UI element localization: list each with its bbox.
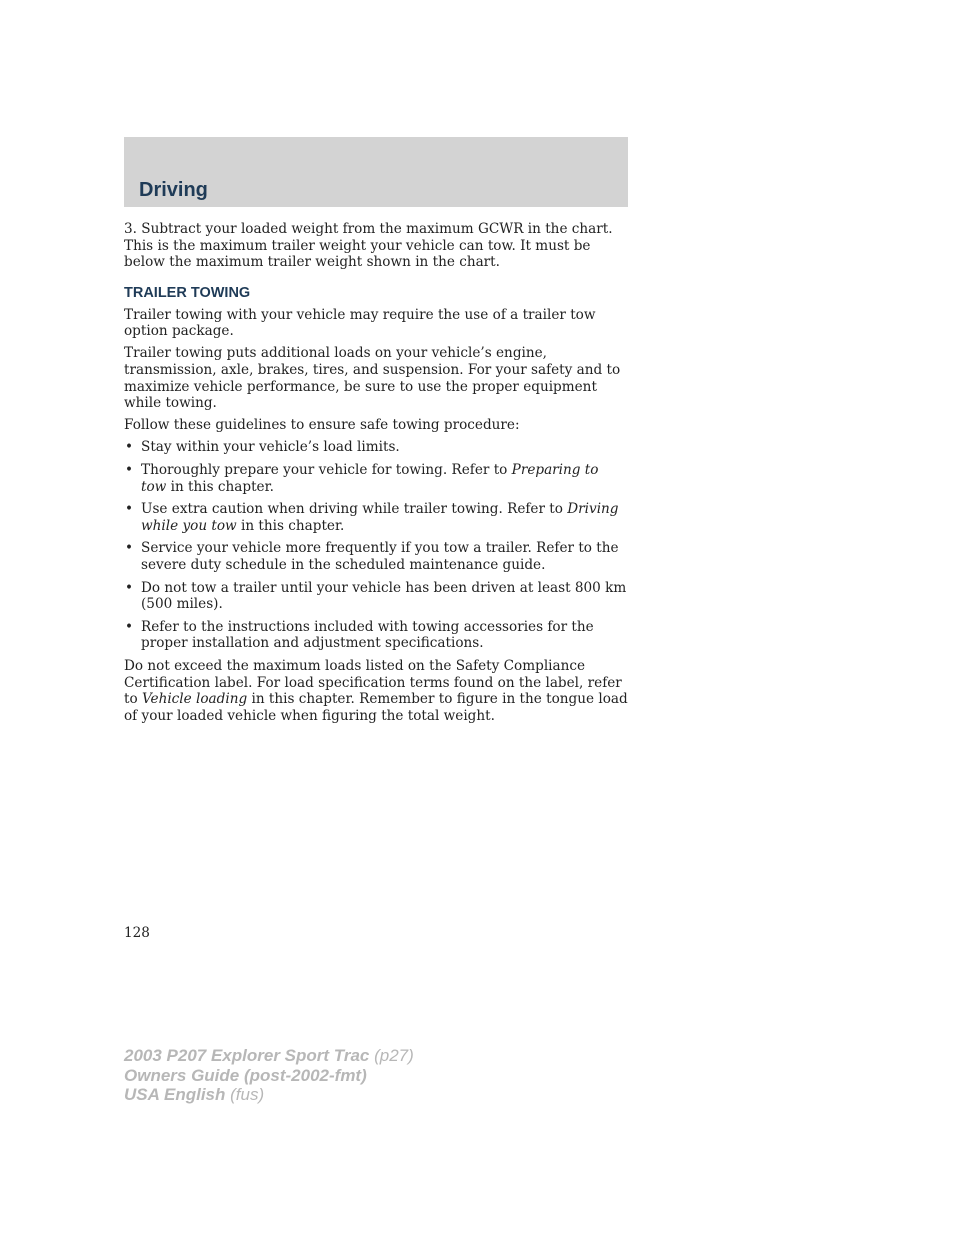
footer-line: [124, 1085, 414, 1105]
bullet-icon: •: [125, 462, 134, 479]
footer-line: [124, 1066, 414, 1086]
list-item-text: Use extra caution when driving while trailer towing. Refer to: [141, 501, 568, 518]
list-item: [124, 580, 628, 613]
paragraph-guidelines-intro: Follow these guidelines to ensure safe towing procedure:: [124, 417, 520, 434]
footer-language: USA English: [124, 1085, 226, 1104]
cross-reference: Vehicle loading: [141, 691, 248, 708]
guidelines-list: [124, 439, 628, 652]
list-item: [124, 619, 628, 652]
paragraph-additional-loads: Trailer towing puts additional loads on your vehicle’s engine, transmission, axle, brakes, tires, and suspension. For your safety and to maximize vehicle performance, be sure to use the proper equipment while towing.: [124, 345, 621, 412]
closing-text: in this chapter. Remember to figure in the tongue load of your loaded vehicle when figuring the total weight.: [124, 691, 628, 724]
footer-line: [124, 1046, 414, 1066]
footer-model-code: (p27): [369, 1046, 414, 1065]
section-title: Driving: [139, 179, 208, 201]
bullet-icon: •: [125, 501, 134, 518]
intro-paragraph: 3. Subtract your loaded weight from the maximum GCWR in the chart. This is the maximum trailer weight your vehicle can tow. It must be below the maximum trailer weight shown in the chart.: [124, 221, 613, 271]
closing-text: Do not exceed the maximum loads listed on the Safety Compliance Certification label. For load specification terms found on the label, refer to: [124, 657, 622, 708]
list-item: [124, 540, 628, 573]
bullet-icon: •: [125, 618, 134, 635]
list-item-text: in this chapter.: [166, 478, 274, 495]
list-item-text: Refer to the instructions included with towing accessories for the proper installation and adjustment specifications.: [141, 618, 594, 652]
footer-model: 2003 P207 Explorer Sport Trac: [124, 1046, 370, 1065]
footer-language-code: (fus): [225, 1085, 265, 1104]
closing-paragraph: [124, 658, 628, 724]
page-number: 128: [124, 925, 150, 941]
list-item-text: in this chapter.: [236, 517, 345, 534]
cross-reference: Preparing to tow: [141, 462, 599, 495]
list-item-text: Service your vehicle more frequently if you tow a trailer. Refer to the severe duty schedule in the scheduled maintenance guide.: [141, 540, 619, 573]
cross-reference: Driving while you tow: [141, 501, 619, 534]
document-footer: [124, 1046, 414, 1105]
section-header-band: [124, 137, 628, 207]
list-item: [124, 501, 628, 534]
section-heading: TRAILER TOWING: [124, 284, 251, 301]
bullet-icon: •: [125, 439, 134, 456]
page-content: [124, 221, 628, 730]
bullet-icon: •: [125, 579, 134, 596]
bullet-icon: •: [125, 540, 134, 557]
paragraph-option-package: Trailer towing with your vehicle may require the use of a trailer tow option package.: [124, 306, 596, 340]
list-item-text: Stay within your vehicle’s load limits.: [141, 439, 400, 456]
footer-guide: Owners Guide (post-2002-fmt): [124, 1065, 367, 1085]
list-item-text: Do not tow a trailer until your vehicle has been driven at least 800 km (500 miles).: [141, 579, 627, 613]
list-item-text: Thoroughly prepare your vehicle for towing. Refer to: [141, 462, 512, 479]
list-item: [124, 462, 628, 495]
list-item: [124, 439, 628, 456]
